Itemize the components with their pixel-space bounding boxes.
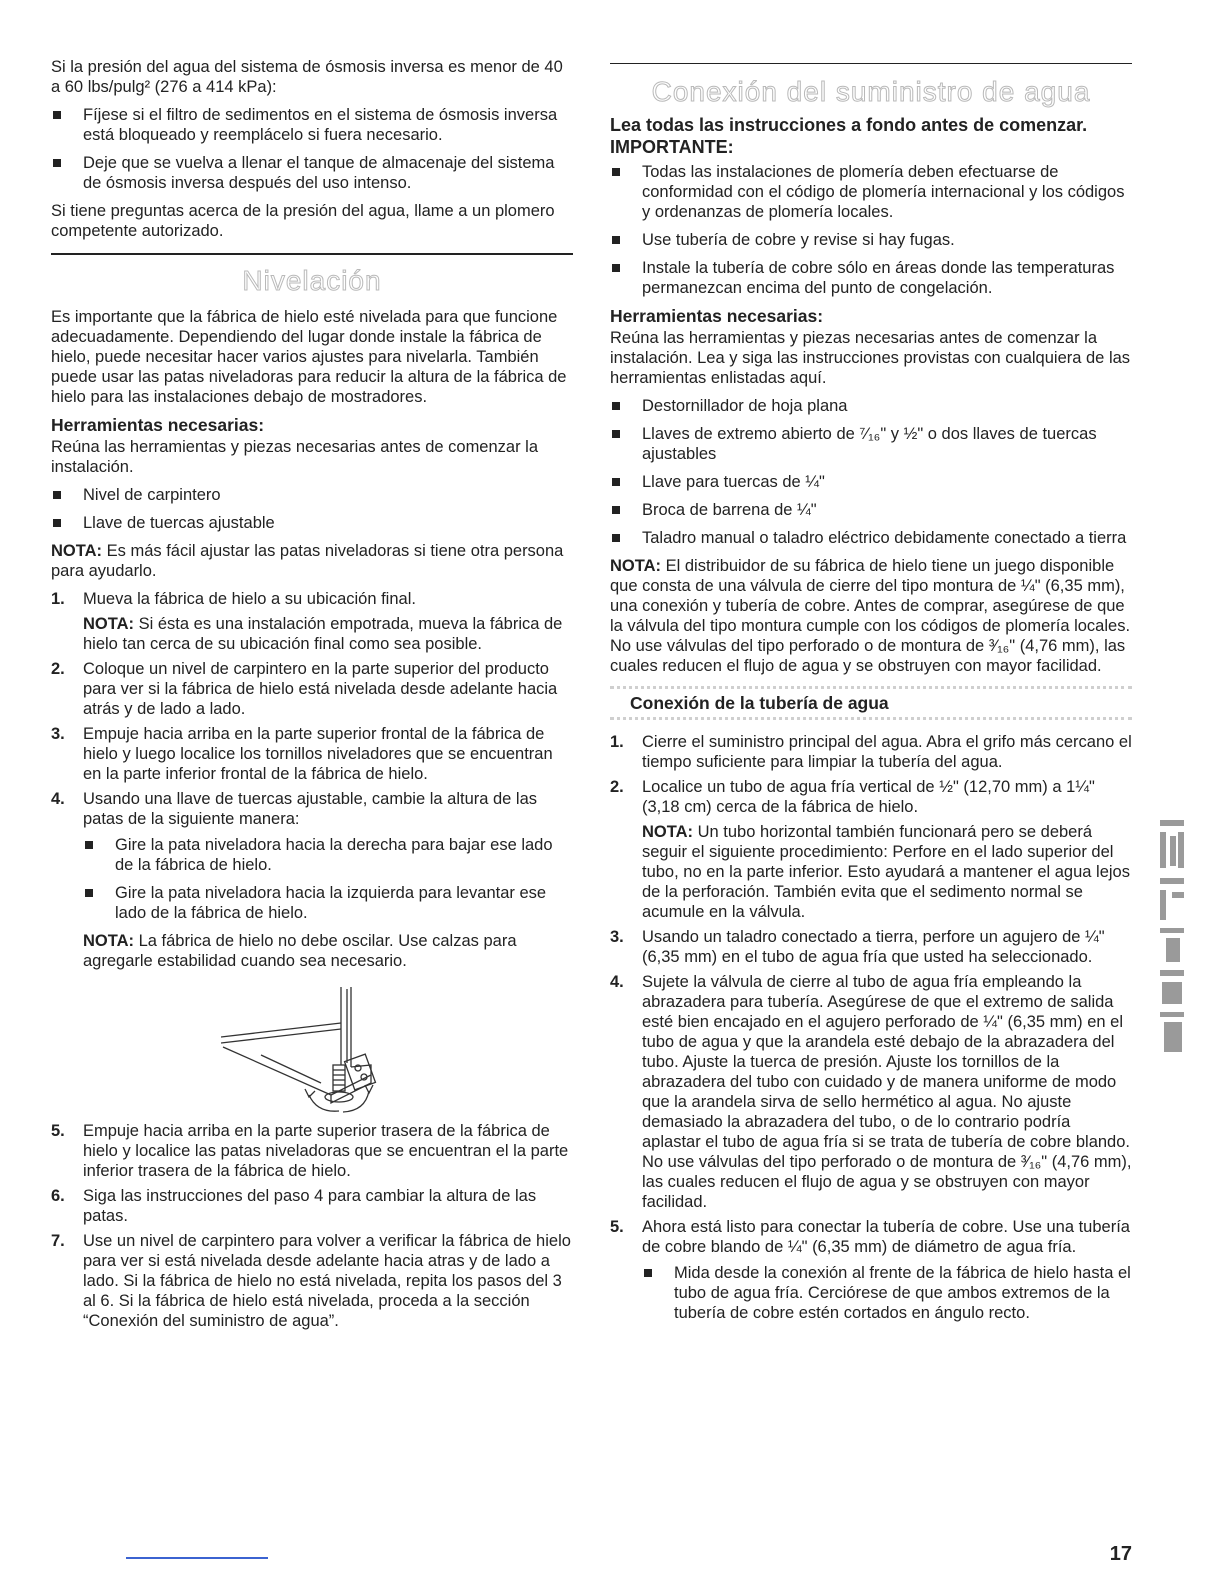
distributor-note — [610, 556, 1132, 676]
list-item: Deje que se vuelva a llenar el tanque de almacenaje del sistema de ósmosis inversa después del uso intenso. — [51, 153, 573, 193]
note-label: NOTA: — [51, 542, 103, 560]
step-note — [83, 931, 573, 971]
ro-pressure-intro: Si la presión del agua del sistema de ósmosis inversa es menor de 40 a 60 lbs/pulg² (276 a 414 kPa): — [51, 58, 563, 96]
sub-section-heading: Conexión de la tubería de agua — [630, 693, 889, 713]
list-item: Nivel de carpintero — [51, 485, 573, 505]
note-text: El distribuidor de su fábrica de hielo tiene un juego disponible que consta de una válvula de cierre del tipo montura de ¼" (6,35 mm), una conexión y tubería de cobre. Antes de comprar, asegúrese de que la válvula del tipo montura cumple con los códigos de plomería locales. No use válvulas del tipo perforado o de montura de ³⁄₁₆" (4,76 mm), las cuales reducen el flujo de agua y se obstruyen con mayor facilidad. — [610, 557, 1131, 675]
note-text: Si ésta es una instalación empotrada, mueva la fábrica de hielo tan cerca de su ubicación final como sea posible. — [83, 615, 563, 653]
list-item: Instale la tubería de cobre sólo en áreas donde las temperaturas permanezcan encima del punto de congelación. — [610, 258, 1132, 298]
step-text: Usando un taladro conectado a tierra, perfore un agujero de ¼" (6,35 mm) en el tubo de agua fría que usted ha seleccionado. — [642, 928, 1105, 966]
step-number: 5. — [51, 1122, 65, 1140]
step-text: Mueva la fábrica de hielo a su ubicación final. — [83, 590, 416, 608]
list-item: Taladro manual o taladro eléctrico debidamente conectado a tierra — [610, 528, 1132, 548]
step — [51, 789, 573, 971]
list-item: Fíjese si el filtro de sedimentos en el sistema de ósmosis inversa está bloqueado y reemplácelo si fuera necesario. — [51, 105, 573, 145]
step-text: Siga las instrucciones del paso 4 para cambiar la altura de las patas. — [83, 1187, 537, 1225]
tools-intro: Reúna las herramientas y piezas necesarias antes de comenzar la instalación. Lea y siga las instrucciones provistas con cualquiera de las herramientas enlistadas aquí. — [610, 329, 1131, 387]
list-item: Llave de tuercas ajustable — [51, 513, 573, 533]
step-number: 3. — [610, 928, 624, 946]
step-number: 5. — [610, 1218, 624, 1236]
list-item: Broca de barrena de ¼" — [610, 500, 1132, 520]
section-title-conexion: Conexión del suministro de agua — [651, 76, 1091, 107]
questions-text: Si tiene preguntas acerca de la presión del agua, llame a un plomero competente autorizado. — [51, 202, 555, 240]
important-heading: IMPORTANTE: — [610, 137, 734, 157]
step — [610, 927, 1132, 967]
note-text: Un tubo horizontal también funcionará pero se deberá seguir el siguiente procedimiento: Perfore en el lado superior del tubo, no en la parte inferior. Esto ayudará a mantener el agua lejos de la perforación. También evita que el sedimento normal se acumule en la válvula. — [642, 823, 1130, 921]
left-column — [51, 57, 573, 1336]
step-text: Usando una llave de tuercas ajustable, cambie la altura de las patas de la siguiente manera: — [83, 790, 538, 828]
step — [51, 589, 573, 654]
step-number: 1. — [51, 590, 65, 608]
step — [610, 777, 1132, 922]
step — [610, 972, 1132, 1212]
step — [51, 1231, 573, 1331]
bottom-rule — [126, 1557, 268, 1559]
section-title-nivelacion: Nivelación — [242, 265, 382, 296]
tools-heading: Herramientas necesarias: — [51, 415, 265, 435]
leveling-leg-illustration — [221, 985, 391, 1115]
step-number: 7. — [51, 1232, 65, 1250]
list-item: Gire la pata niveladora hacia la derecha para bajar ese lado de la fábrica de hielo. — [83, 835, 573, 875]
language-side-tab — [1156, 820, 1188, 1060]
step-text: Cierre el suministro principal del agua. Abra el grifo más cercano el tiempo suficiente para limpiar la tubería del agua. — [642, 733, 1132, 771]
list-item: Destornillador de hoja plana — [610, 396, 1132, 416]
step-text: Sujete la válvula de cierre al tubo de agua fría empleando la abrazadera para tubería. Asegúrese de que el extremo de salida esté bien encajado en el agujero perforado de ¼" (6,35 mm) en el tubo de agua y que la arandela esté debajo de la abrazadera del tubo. Ajuste la tuerca de presión. Ajuste los tornillos de la abrazadera del tubo con cuidado y de manera uniforme de modo que la arandela sirva de sello hermético al agua. No ajuste demasiado la abrazadera del tubo, o de lo contrario podría aplastar el tubo de agua fría si se trata de tubería de cobre blando. No use válvulas del tipo perforado o de montura de ³⁄₁₆" (4,76 mm), las cuales reducen el flujo de agua y se obstruyen con mayor facilidad. — [642, 973, 1132, 1211]
step — [51, 1186, 573, 1226]
step — [51, 1121, 573, 1181]
step-number: 6. — [51, 1187, 65, 1205]
note-helper — [51, 541, 573, 581]
section-divider — [51, 253, 573, 255]
list-item: Use tubería de cobre y revise si hay fugas. — [610, 230, 1132, 250]
page-number: 17 — [1109, 1543, 1132, 1565]
right-column — [610, 63, 1132, 1331]
step — [51, 659, 573, 719]
dotted-divider — [610, 686, 1132, 689]
dotted-divider — [610, 717, 1132, 720]
note-label: NOTA: — [610, 557, 662, 575]
step-number: 3. — [51, 725, 65, 743]
tools-intro: Reúna las herramientas y piezas necesarias antes de comenzar la instalación. — [51, 438, 539, 476]
step — [610, 732, 1132, 772]
step-number: 4. — [610, 973, 624, 991]
note-text: Es más fácil ajustar las patas niveladoras si tiene otra persona para ayudarlo. — [51, 542, 564, 580]
step-text: Empuje hacia arriba en la parte superior trasera de la fábrica de hielo y localice las patas niveladoras que se encuentran el la parte inferior trasera de la fábrica de hielo. — [83, 1122, 569, 1180]
step-number: 2. — [610, 778, 624, 796]
list-item: Llaves de extremo abierto de ⁷⁄₁₆" y ½" o dos llaves de tuercas ajustables — [610, 424, 1132, 464]
step — [610, 1217, 1132, 1323]
tools-heading: Herramientas necesarias: — [610, 306, 824, 326]
read-all-heading: Lea todas las instrucciones a fondo antes de comenzar. — [610, 115, 1088, 135]
step-text: Ahora está listo para conectar la tubería de cobre. Use una tubería de cobre blando de ¼" (6,35 mm) de diámetro de agua fría. — [642, 1218, 1130, 1256]
list-item: Mida desde la conexión al frente de la fábrica de hielo hasta el tubo de agua fría. Cerciórese de que ambos extremos de la tubería de cobre estén cortados en ángulo recto. — [642, 1263, 1132, 1323]
leveling-intro: Es importante que la fábrica de hielo esté nivelada para que funcione adecuadamente. Dependiendo del lugar donde instale la fábrica de hielo, puede necesitar hacer varios ajustes para nivelarla. También puede usar las patas niveladoras para reducir la altura de la fábrica de hielo para las instalaciones debajo de mostradores. — [51, 308, 567, 406]
step-text: Coloque un nivel de carpintero en la parte superior del producto para ver si la fábrica de hielo está nivelada desde adelante hacia atrás y de lado a lado. — [83, 660, 558, 718]
step-number: 4. — [51, 790, 65, 808]
list-item: Gire la pata niveladora hacia la izquierda para levantar ese lado de la fábrica de hielo. — [83, 883, 573, 923]
step-number: 1. — [610, 733, 624, 751]
step-text: Use un nivel de carpintero para volver a verificar la fábrica de hielo para ver si está nivelada desde adelante hacia atras y de lado a lado. Si la fábrica de hielo no está nivelada, repita los pasos del 3 al 6. Si la fábrica de hielo está nivelada, proceda a la sección “Conexión del suministro de agua”. — [83, 1232, 571, 1330]
step-number: 2. — [51, 660, 65, 678]
step-note — [642, 822, 1132, 922]
step-text: Localice un tubo de agua fría vertical de ½" (12,70 mm) a 1¼" (3,18 cm) cerca de la fábrica de hielo. — [642, 778, 1095, 816]
section-divider — [610, 63, 1132, 64]
step-text: Empuje hacia arriba en la parte superior frontal de la fábrica de hielo y luego localice los tornillos niveladores que se encuentran en la parte inferior frontal de la fábrica de hielo. — [83, 725, 553, 783]
note-label: NOTA: — [642, 823, 694, 841]
step — [51, 724, 573, 784]
list-item: Todas las instalaciones de plomería deben efectuarse de conformidad con el código de plomería internacional y los códigos y ordenanzas de plomería locales. — [610, 162, 1132, 222]
list-item: Llave para tuercas de ¼" — [610, 472, 1132, 492]
note-label: NOTA: — [83, 615, 135, 633]
note-label: NOTA: — [83, 932, 135, 950]
step-note — [83, 614, 573, 654]
note-text: La fábrica de hielo no debe oscilar. Use calzas para agregarle estabilidad cuando sea necesario. — [83, 932, 517, 970]
